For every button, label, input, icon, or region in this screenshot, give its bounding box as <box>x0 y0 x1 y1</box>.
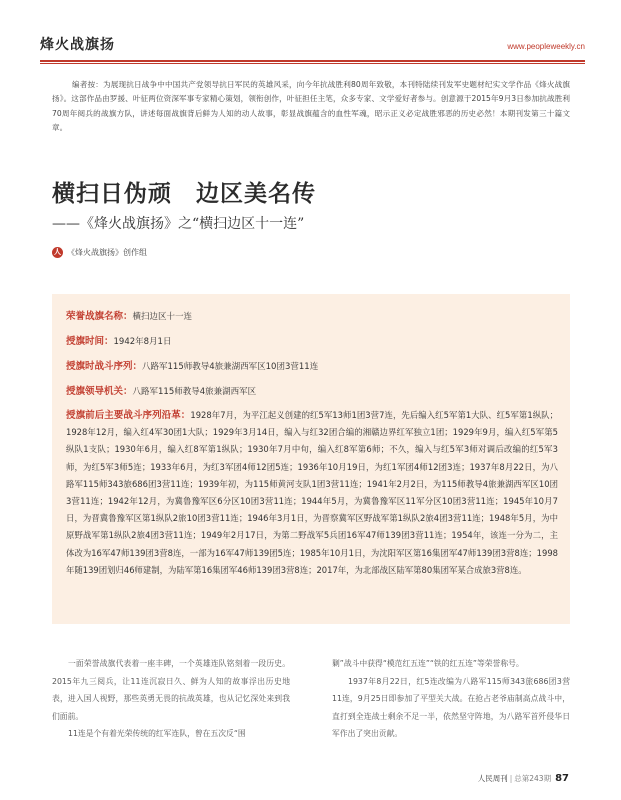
article-subtitle: ——《烽火战旗扬》之“横扫边区十一连” <box>52 216 305 232</box>
body-column-right <box>332 655 570 743</box>
footer-divider: | <box>509 774 513 783</box>
page-footer <box>478 773 569 784</box>
flag-name-value: 横扫边区十一连 <box>132 312 193 322</box>
award-time-row <box>66 333 558 347</box>
flag-name-label: 荣誉战旗名称： <box>66 311 133 322</box>
page-number: 87 <box>555 773 569 784</box>
flag-name-row <box>66 308 558 322</box>
battle-sequence-label: 授旗时战斗序列： <box>66 361 143 372</box>
site-url: www.peopleweekly.cn <box>507 42 585 51</box>
body-paragraph: 一面荣誉战旗代表着一座丰碑，一个英雄连队铭刻着一段历史。2015年九三阅兵，让11连沉寂日久、鲜为人知的故事浮出历史地表，进入国人视野，那些英勇无畏的抗战英雄，也从记忆深处来到我们面前。 <box>52 659 290 721</box>
issue-number: 总第243期 <box>514 774 552 783</box>
section-title: 烽火战旗扬 <box>40 37 115 53</box>
author-logo-icon: 人 <box>54 248 61 256</box>
body-column-left <box>52 655 290 743</box>
info-box <box>52 294 570 624</box>
battle-sequence-row <box>66 358 558 372</box>
leading-org-value: 八路军115师教导4旅兼湖西军区 <box>132 387 257 397</box>
history-value: 1928年7月，为平江起义创建的红5军13师1团3营7连，先后编入红5军第1大队、红5军第1纵队；1928年12月，编入红4军30团1大队；1929年3月14日，编入与红32团合编的湘赣边界红军独立1团；1929年9月，编入红5军第5纵队1支队；1930年6月，编入红8军第1纵队；1930年7月中旬，编入红8军第6师；不久，编入与红5军3师对调后改编的红5军3师，为红5军3师5连；1933年6月，为红3军团4师12团5连；1936年10月19日，为红1军团4师12团3连；1937年8月22日，为八路军115师343旅686团3营11连；1939年初，为115师黄河支队1团3营11连；1941年2月2日，为115师教导4旅兼湖西军区10团3营11连；1942年12月，为冀鲁豫军区6分区10团3营11连；1944年5月，为冀鲁豫军区11军分区10团3营11连；1945年10月7日，为晋冀鲁豫军区第1纵队2旅10团3营11连；1946年3月1日，为晋察冀军区野战军第1纵队2旅4团3营11连；1948年5月，为中原野战军第1纵队2旅4团3营11连；1949年2月17日，为第二野战军5兵团16军47师139团3营11连；1954年，该连一分为二，主体改为16军47师139团3营8连，一部为16军47师139团5连；1985年10月1日，为沈阳军区第16集团军47师139团3营8连；1998年随139团划归46师建制，为陆军第16集团军46师139团3营8连；2017年，为北部战区陆军第80集团军某合成旅3营8连。 <box>66 410 558 575</box>
header-rule <box>40 60 585 62</box>
author-line <box>52 246 352 260</box>
article-title: 横扫日伪顽 边区美名传 <box>52 180 316 207</box>
magazine-name: 人民周刊 <box>477 774 508 783</box>
award-time-value: 1942年8月1日 <box>113 337 172 347</box>
header-rule-thin <box>40 63 585 64</box>
body-paragraph: 剿”战斗中获得“模范红五连”“铁的红五连”等荣誉称号。 <box>332 659 524 668</box>
leading-org-label: 授旗领导机关： <box>66 386 133 397</box>
editor-note: 编者按：为展现抗日战争中中国共产党领导抗日军民的英雄风采，向今年抗战胜利80周年致敬，本刊特陆续刊发军史题材纪实文学作品《烽火战旗扬》。这部作品由罗援、叶征两位资深军事专家精心策划，领衔创作，叶征担任主笔，众多专家、文学爱好者参与。创意源于2015年9月3日参加抗战胜利70周年阅兵的战旗方队，讲述每面战旗背后鲜为人知的动人故事，彰显战旗蕴含的血性军魂，昭示正义必定战胜邪恶的历史必然！本期刊发第三十篇文章。 <box>52 80 570 133</box>
body-paragraph: 11连是个有着光荣传统的红军连队，曾在五次反“围 <box>68 729 246 739</box>
page-header <box>40 34 585 64</box>
body-paragraph: 1937年8月22日，红5连改编为八路军115师343旅686团3营11连，9月25日即参加了平型关大战。在抢占老爷庙制高点战斗中，直打到全连战士剩余不足一半，依然坚守阵地，为八路军首歼侵华日军作出了突出贡献。 <box>332 676 570 739</box>
battle-sequence-value: 八路军115师教导4旅兼湖西军区10团3营11连 <box>142 362 319 372</box>
leading-org-row <box>66 383 558 397</box>
history-paragraph <box>66 407 558 579</box>
author-name: 《烽火战旗扬》创作组 <box>67 248 147 257</box>
award-time-label: 授旗时间： <box>66 336 114 347</box>
history-label: 授旗前后主要战斗序列沿革： <box>66 410 191 421</box>
